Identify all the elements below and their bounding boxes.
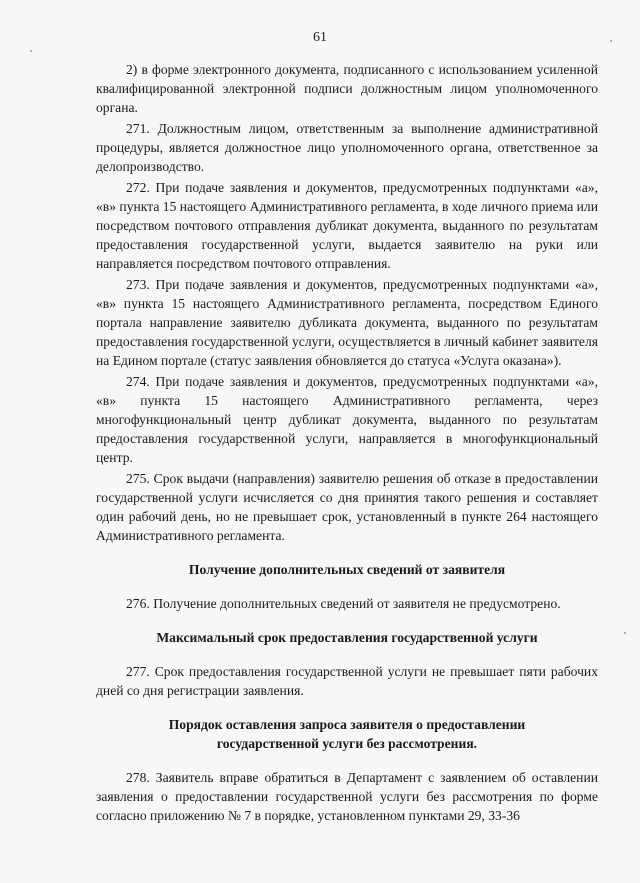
paragraph-273: 273. При подаче заявления и документов, предусмотренных подпунктами «а», «в» пункта 15 настоящего Административного регламента, посредством Единого портала направление заявителю дубликата документа, выданного по результатам предоставления государственной услуги, осуществляется в личный кабинет заявителя на Едином портале (статус заявления обновляется до статуса «Услуга оказана»). xyxy=(96,277,598,368)
page-number: 61 xyxy=(313,30,327,45)
document-body xyxy=(96,60,598,825)
section-heading-max-term: Максимальный срок предоставления государственной услуги xyxy=(156,630,538,645)
section-heading-without-review-line-2: государственной услуги без рассмотрения. xyxy=(216,736,478,751)
paragraph-276: 276. Получение дополнительных сведений от заявителя не предусмотрено. xyxy=(126,596,561,611)
paragraph-274: 274. При подаче заявления и документов, предусмотренных подпунктами «а», «в» пункта 15 настоящего Административного регламента, через многофункциональный центр дубликат документа, выданного по результатам предоставления государственной услуги, направляется в многофункциональный центр. xyxy=(96,374,598,465)
paragraph-278: 278. Заявитель вправе обратиться в Департамент с заявлением об оставлении заявления о предоставлении государственной услуги без рассмотрения по форме согласно приложению № 7 в порядке, установленном пунктами 29, 33-36 xyxy=(96,770,598,823)
paragraph-275: 275. Срок выдачи (направления) заявителю решения об отказе в предоставлении государственной услуги исчисляется со дня принятия такого решения и составляет один рабочий день, но не превышает срок, установленный в пункте 264 настоящего Административного регламента. xyxy=(96,471,598,543)
section-heading-additional-info: Получение дополнительных сведений от заявителя xyxy=(188,562,506,577)
paragraph-270-item-2: 2) в форме электронного документа, подписанного с использованием усиленной квалифицированной электронной подписи должностным лицом уполномоченного органа. xyxy=(96,62,598,115)
scan-speck xyxy=(624,632,626,634)
paragraph-272: 272. При подаче заявления и документов, предусмотренных подпунктами «а», «в» пункта 15 настоящего Административного регламента, в ходе личного приема или посредством почтового отправления дубликат документа, выданного по результатам предоставления государственной услуги, выдается заявителю на руки или направляется посредством почтового отправления. xyxy=(96,180,598,271)
scan-speck xyxy=(610,40,612,42)
paragraph-277: 277. Срок предоставления государственной услуги не превышает пяти рабочих дней со дня регистрации заявления. xyxy=(96,664,598,698)
scan-speck xyxy=(30,50,32,52)
section-heading-without-review-line-1: Порядок оставления запроса заявителя о предоставлении xyxy=(168,717,526,732)
paragraph-271: 271. Должностным лицом, ответственным за выполнение административной процедуры, является должностное лицо уполномоченного органа, ответственное за делопроизводство. xyxy=(96,121,598,174)
